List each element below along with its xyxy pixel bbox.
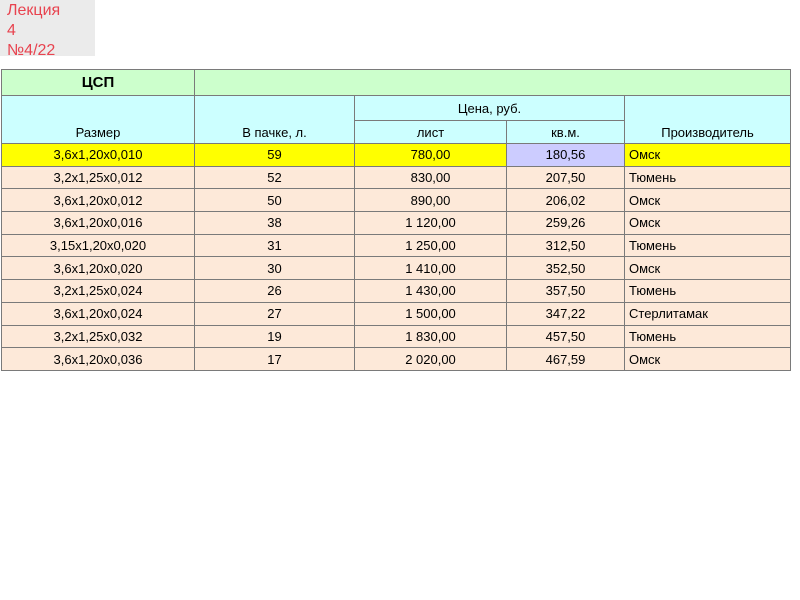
header-pack: В пачке, л. bbox=[195, 96, 355, 144]
table-title: ЦСП bbox=[2, 70, 195, 96]
cell-size: 3,6х1,20х0,016 bbox=[2, 212, 195, 235]
cell-size: 3,2х1,25х0,032 bbox=[2, 325, 195, 348]
header-maker: Производитель bbox=[625, 96, 791, 144]
cell-size: 3,15х1,20х0,020 bbox=[2, 234, 195, 257]
cell-pack: 38 bbox=[195, 212, 355, 235]
lecture-code: №4/22 bbox=[7, 42, 56, 59]
cell-size: 3,6х1,20х0,010 bbox=[2, 144, 195, 167]
table-row bbox=[2, 325, 791, 348]
lecture-title: Лекция bbox=[7, 2, 61, 19]
header-size: Размер bbox=[2, 96, 195, 144]
cell-sheet: 1 430,00 bbox=[355, 280, 507, 303]
cell-sqm: 467,59 bbox=[507, 348, 625, 371]
table-row bbox=[2, 144, 791, 167]
table-row bbox=[2, 257, 791, 280]
cell-sheet: 890,00 bbox=[355, 189, 507, 212]
cell-pack: 27 bbox=[195, 302, 355, 325]
cell-pack: 30 bbox=[195, 257, 355, 280]
table-row bbox=[2, 234, 791, 257]
cell-sqm: 180,56 bbox=[507, 144, 625, 167]
cell-maker: Омск bbox=[625, 212, 791, 235]
cell-sqm: 347,22 bbox=[507, 302, 625, 325]
cell-pack: 19 bbox=[195, 325, 355, 348]
cell-maker: Тюмень bbox=[625, 325, 791, 348]
cell-sqm: 259,26 bbox=[507, 212, 625, 235]
cell-size: 3,2х1,25х0,024 bbox=[2, 280, 195, 303]
cell-sheet: 1 500,00 bbox=[355, 302, 507, 325]
table-row bbox=[2, 212, 791, 235]
cell-sheet: 2 020,00 bbox=[355, 348, 507, 371]
table-row bbox=[2, 166, 791, 189]
cell-sqm: 207,50 bbox=[507, 166, 625, 189]
price-table bbox=[1, 69, 791, 371]
cell-maker: Омск bbox=[625, 348, 791, 371]
header-row-1 bbox=[2, 96, 791, 121]
cell-size: 3,6х1,20х0,020 bbox=[2, 257, 195, 280]
cell-pack: 52 bbox=[195, 166, 355, 189]
cell-size: 3,6х1,20х0,012 bbox=[2, 189, 195, 212]
header-sqm: кв.м. bbox=[507, 121, 625, 144]
cell-pack: 26 bbox=[195, 280, 355, 303]
cell-sheet: 830,00 bbox=[355, 166, 507, 189]
lecture-label bbox=[0, 0, 95, 59]
cell-sheet: 780,00 bbox=[355, 144, 507, 167]
cell-maker: Стерлитамак bbox=[625, 302, 791, 325]
cell-sheet: 1 830,00 bbox=[355, 325, 507, 348]
cell-sqm: 352,50 bbox=[507, 257, 625, 280]
cell-maker: Тюмень bbox=[625, 166, 791, 189]
header-sheet: лист bbox=[355, 121, 507, 144]
cell-sheet: 1 250,00 bbox=[355, 234, 507, 257]
table-row bbox=[2, 280, 791, 303]
table-title-filler bbox=[195, 70, 791, 96]
header-price: Цена, руб. bbox=[355, 96, 625, 121]
cell-sqm: 357,50 bbox=[507, 280, 625, 303]
cell-pack: 17 bbox=[195, 348, 355, 371]
cell-maker: Омск bbox=[625, 257, 791, 280]
cell-size: 3,6х1,20х0,036 bbox=[2, 348, 195, 371]
cell-sqm: 457,50 bbox=[507, 325, 625, 348]
cell-pack: 31 bbox=[195, 234, 355, 257]
cell-pack: 59 bbox=[195, 144, 355, 167]
table-row bbox=[2, 189, 791, 212]
lecture-number: 4 bbox=[7, 22, 16, 39]
cell-maker: Тюмень bbox=[625, 234, 791, 257]
cell-size: 3,6х1,20х0,024 bbox=[2, 302, 195, 325]
cell-sheet: 1 120,00 bbox=[355, 212, 507, 235]
cell-maker: Омск bbox=[625, 189, 791, 212]
table-row bbox=[2, 302, 791, 325]
cell-sqm: 312,50 bbox=[507, 234, 625, 257]
cell-size: 3,2х1,25х0,012 bbox=[2, 166, 195, 189]
table-row bbox=[2, 348, 791, 371]
cell-maker: Омск bbox=[625, 144, 791, 167]
cell-maker: Тюмень bbox=[625, 280, 791, 303]
cell-pack: 50 bbox=[195, 189, 355, 212]
cell-sqm: 206,02 bbox=[507, 189, 625, 212]
cell-sheet: 1 410,00 bbox=[355, 257, 507, 280]
table-title-row bbox=[2, 70, 791, 96]
